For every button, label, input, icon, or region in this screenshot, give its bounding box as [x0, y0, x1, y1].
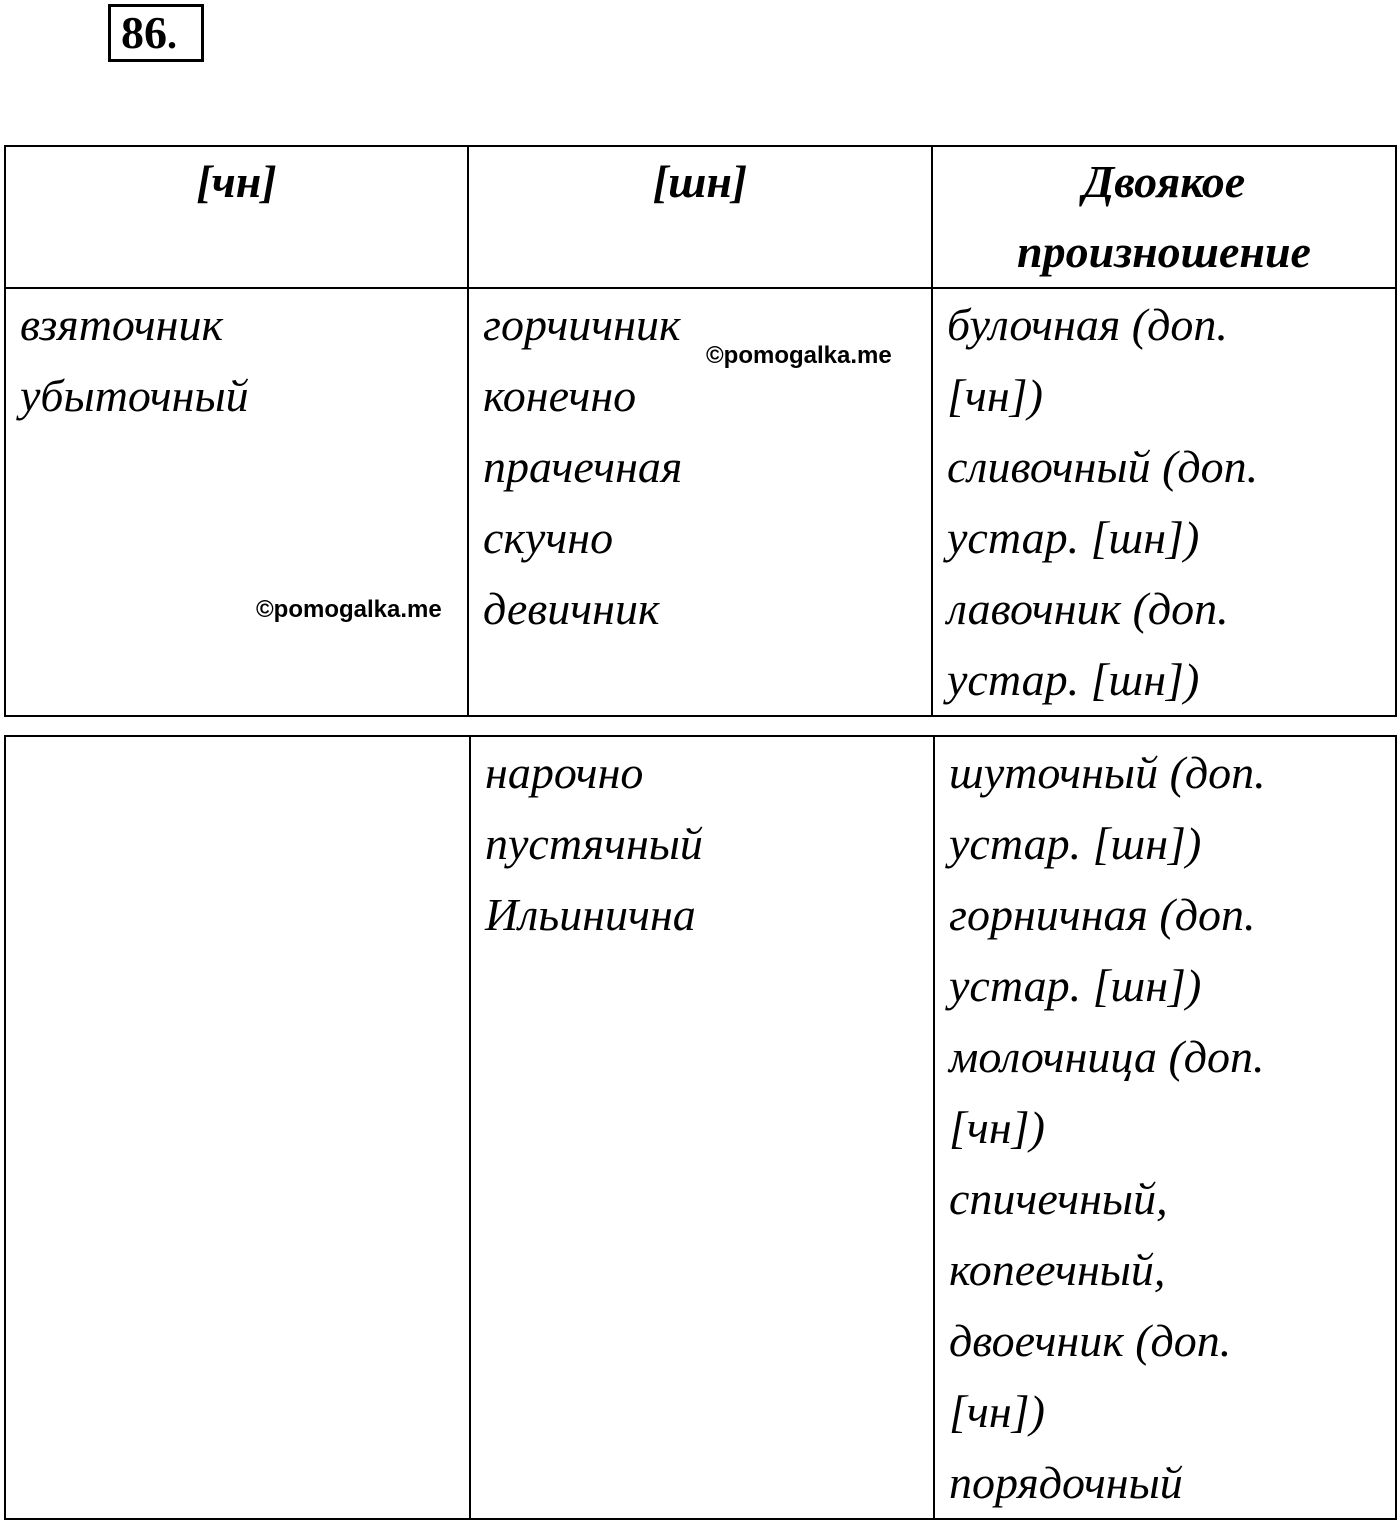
word: шуточный (доп. [949, 747, 1266, 798]
cell-double [934, 736, 1396, 1519]
header-double [932, 146, 1396, 288]
watermark: ©pomogalka.me [256, 596, 442, 623]
table-row [5, 736, 1396, 1519]
word: конечно [483, 370, 637, 421]
word: устар. [шн]) [949, 960, 1202, 1011]
task-number [108, 4, 204, 62]
cell-chn [5, 736, 470, 1519]
word: пустячный [485, 818, 703, 869]
header-double-line1: Двоякое [1082, 156, 1246, 207]
word: скучно [483, 512, 614, 563]
header-row [5, 146, 1396, 288]
word: [чн]) [949, 1386, 1045, 1437]
word: устар. [шн]) [947, 654, 1200, 705]
word: спичечный, [949, 1173, 1168, 1224]
word: порядочный [949, 1457, 1183, 1508]
header-chn [5, 146, 468, 288]
task-number-dot: . [167, 12, 177, 57]
header-double-line2: произношение [1017, 226, 1311, 277]
word: Ильинична [485, 889, 696, 940]
word: взяточник [20, 299, 224, 350]
pronunciation-table-part1 [4, 145, 1397, 717]
word: горчичник [483, 299, 681, 350]
word: устар. [шн]) [949, 818, 1202, 869]
word: лавочник (доп. [947, 583, 1229, 634]
word: [чн]) [947, 370, 1043, 421]
word: копеечный, [949, 1244, 1166, 1295]
word: устар. [шн]) [947, 512, 1200, 563]
cell-double [932, 288, 1396, 716]
header-shn-text: [шн] [652, 156, 748, 207]
watermark: ©pomogalka.me [706, 342, 892, 369]
word: прачечная [483, 441, 683, 492]
cell-shn [470, 736, 934, 1519]
word: горничная (доп. [949, 889, 1256, 940]
pronunciation-table-part2 [4, 735, 1397, 1520]
word: девичник [483, 583, 660, 634]
header-chn-text: [чн] [196, 156, 277, 207]
cell-chn [5, 288, 468, 716]
word: нарочно [485, 747, 644, 798]
task-number-text: 86 [121, 7, 167, 58]
word: сливочный (доп. [947, 441, 1259, 492]
table-row [5, 288, 1396, 716]
word: двоечник (доп. [949, 1315, 1232, 1366]
word: убыточный [20, 370, 249, 421]
header-shn [468, 146, 932, 288]
word: [чн]) [949, 1102, 1045, 1153]
word: молочница (доп. [949, 1031, 1265, 1082]
word: булочная (доп. [947, 299, 1228, 350]
